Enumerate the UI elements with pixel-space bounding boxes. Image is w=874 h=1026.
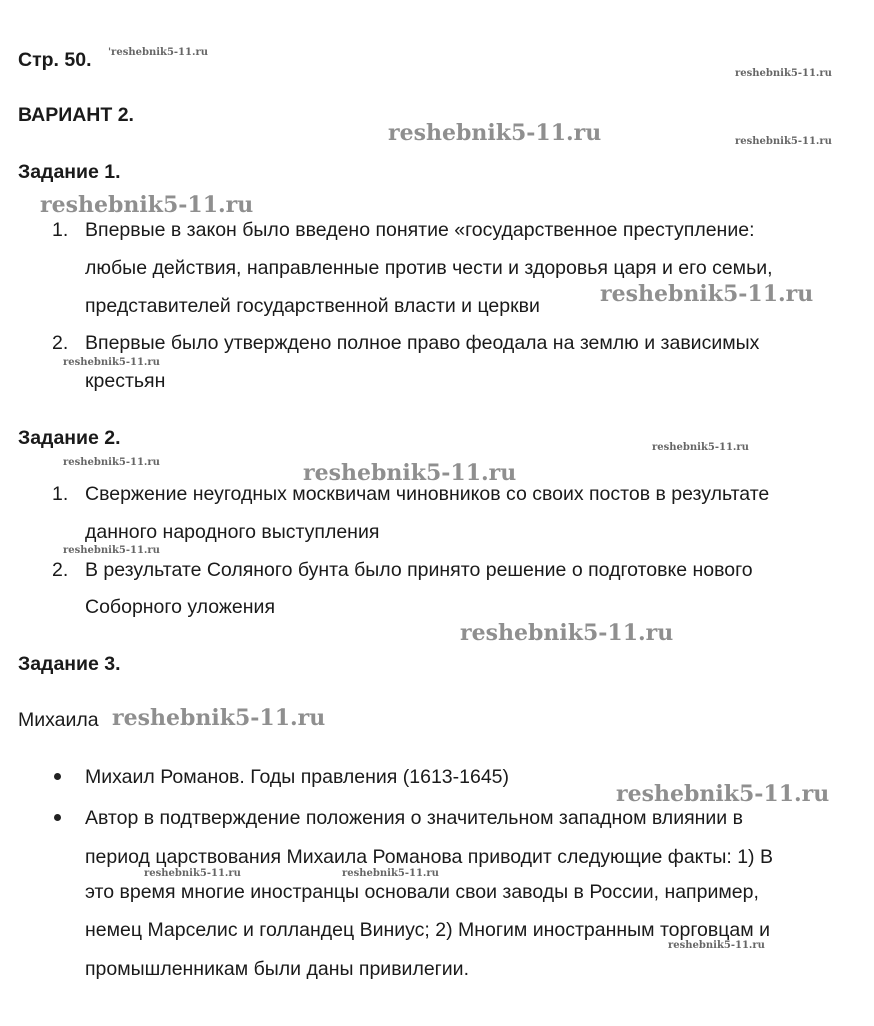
watermark: reshebnik5-11.ru — [63, 545, 160, 556]
task-2-item-1-line-2: данного народного выступления — [85, 521, 380, 543]
watermark: reshebnik5-11.ru — [668, 940, 765, 951]
task-1-item-2-line-2: крестьян — [85, 370, 166, 392]
watermark: reshebnik5-11.ru — [460, 620, 674, 646]
task-2-item-1-line-1: Свержение неугодных москвичам чиновников со своих постов в результате — [85, 483, 770, 505]
watermark: reshebnik5-11.ru — [616, 781, 830, 807]
task-2-item-1-number: 1. — [52, 483, 69, 505]
bullet-dot — [54, 814, 61, 821]
watermark: reshebnik5-11.ru — [40, 192, 254, 218]
watermark: reshebnik5-11.ru — [144, 868, 241, 879]
task-2-item-2-line-1: В результате Соляного бунта было принято решение о подготовке нового — [85, 559, 753, 581]
watermark: reshebnik5-11.ru — [735, 136, 832, 147]
watermark: 'reshebnik5-11.ru — [108, 47, 208, 58]
task-1-heading: Задание 1. — [18, 161, 121, 183]
task-3-bullet-2-line-2: период царствования Михаила Романова приводит следующие факты: 1) В — [85, 846, 773, 868]
task-1-item-2-number: 2. — [52, 332, 69, 354]
task-3-bullet-1-line-1: Михаил Романов. Годы правления (1613-1645) — [85, 766, 510, 788]
task-3-name: Михаила — [18, 709, 99, 731]
bullet-dot — [54, 773, 61, 780]
watermark: reshebnik5-11.ru — [63, 457, 160, 468]
task-3-heading: Задание 3. — [18, 653, 121, 675]
task-2-item-2-line-2: Соборного уложения — [85, 596, 276, 618]
watermark: reshebnik5-11.ru — [735, 68, 832, 79]
task-1-item-1-line-3: представителей государственной власти и церкви — [85, 295, 540, 317]
watermark: reshebnik5-11.ru — [112, 705, 326, 731]
task-3-bullet-2-line-3: это время многие иностранцы основали свои заводы в России, например, — [85, 881, 759, 903]
watermark: reshebnik5-11.ru — [600, 281, 814, 307]
watermark: reshebnik5-11.ru — [652, 442, 749, 453]
watermark: reshebnik5-11.ru — [303, 460, 517, 486]
task-1-item-1-line-1: Впервые в закон было введено понятие «государственное преступление: — [85, 219, 755, 241]
watermark: reshebnik5-11.ru — [63, 357, 160, 368]
watermark: reshebnik5-11.ru — [342, 868, 439, 879]
task-3-bullet-2-line-4: немец Марселис и голландец Виниус; 2) Многим иностранным торговцам и — [85, 919, 770, 941]
watermark: reshebnik5-11.ru — [388, 120, 602, 146]
task-3-bullet-2-line-1: Автор в подтверждение положения о значительном западном влиянии в — [85, 807, 743, 829]
variant-heading: ВАРИАНТ 2. — [18, 104, 134, 126]
task-2-item-2-number: 2. — [52, 559, 69, 581]
task-1-item-1-number: 1. — [52, 219, 69, 241]
task-2-heading: Задание 2. — [18, 427, 121, 449]
task-3-bullet-2-line-5: промышленникам были даны привилегии. — [85, 958, 469, 980]
task-1-item-1-line-2: любые действия, направленные против чести и здоровья царя и его семьи, — [85, 257, 773, 279]
task-1-item-2-line-1: Впервые было утверждено полное право феодала на землю и зависимых — [85, 332, 760, 354]
page-reference: Стр. 50. — [18, 49, 92, 71]
